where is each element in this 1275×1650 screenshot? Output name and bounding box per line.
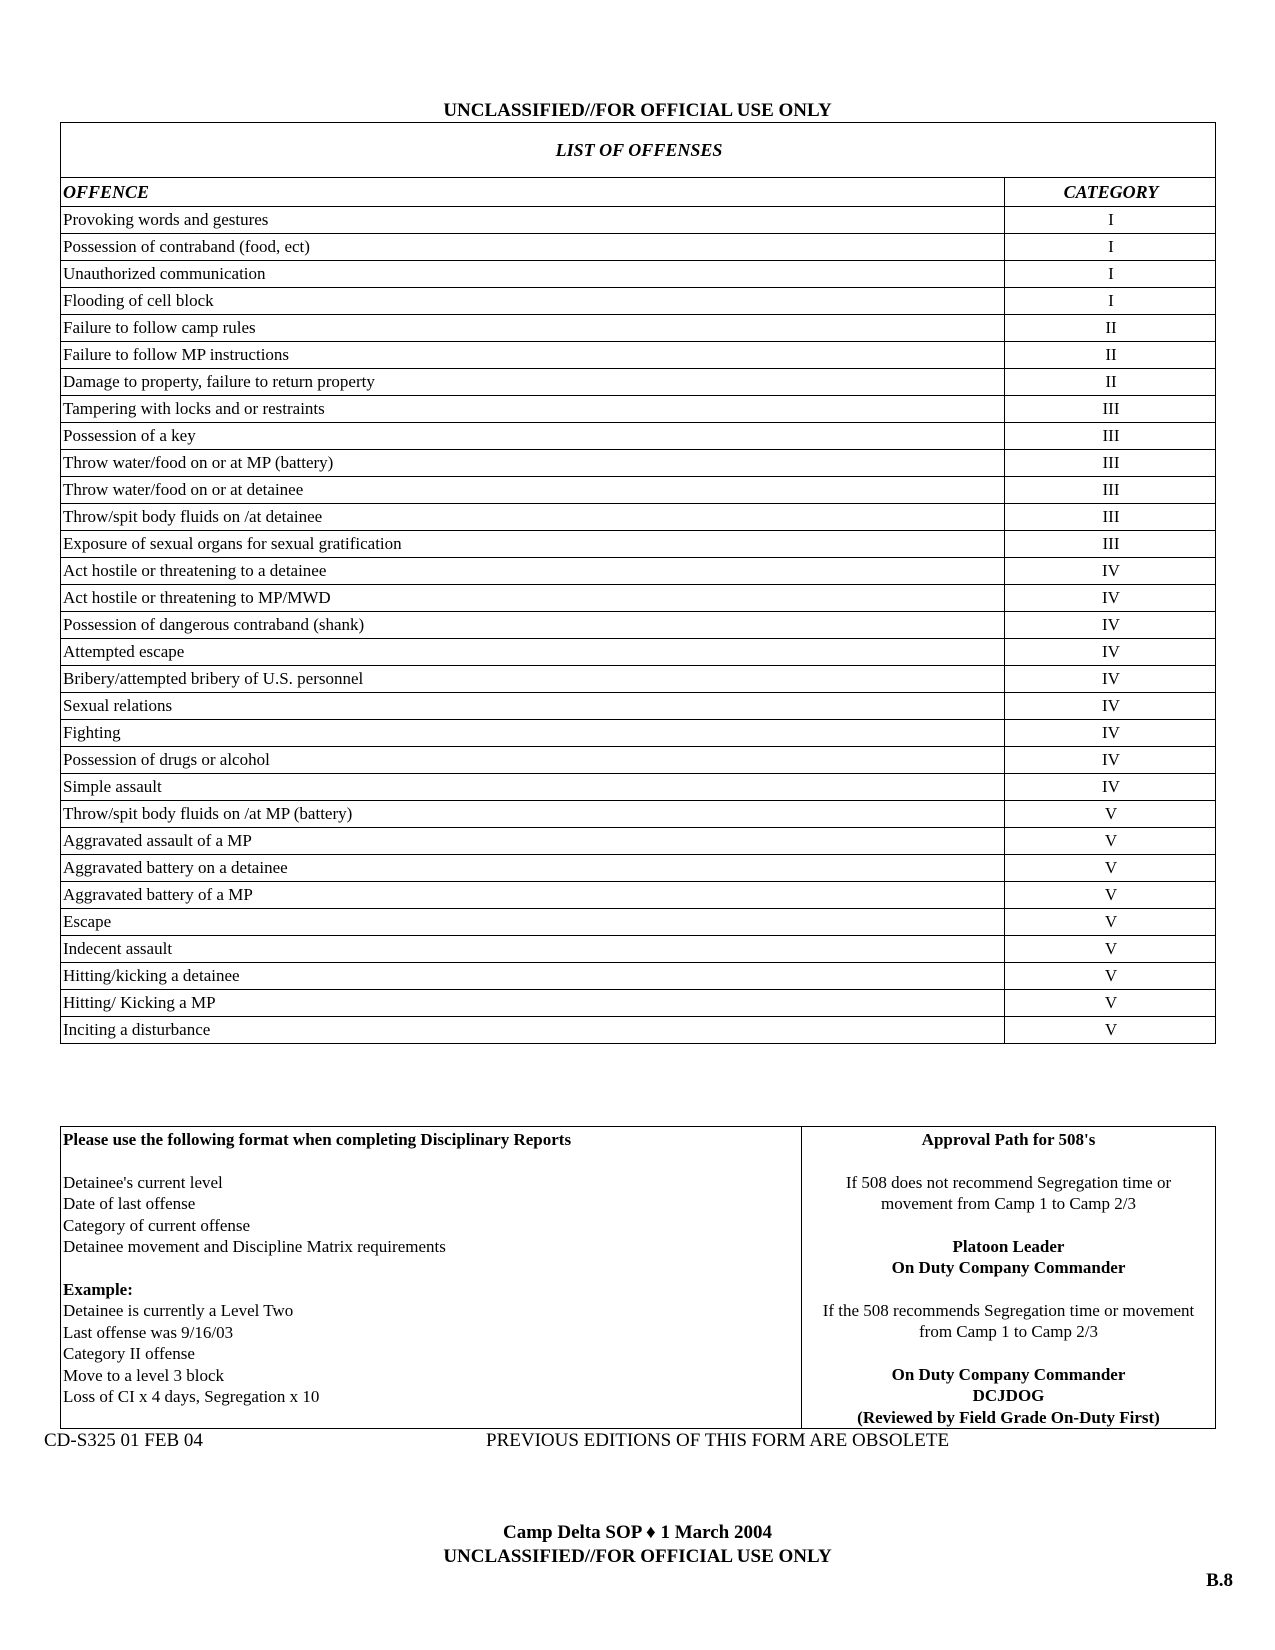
table-row xyxy=(61,828,1216,855)
table-row xyxy=(61,612,1216,639)
table-row xyxy=(61,477,1216,504)
table-row xyxy=(61,531,1216,558)
classification-footer: UNCLASSIFIED//FOR OFFICIAL USE ONLY xyxy=(443,1546,832,1567)
table-row xyxy=(61,207,1216,234)
format-line: Date of last offense xyxy=(63,1194,196,1213)
offence-cell: Aggravated assault of a MP xyxy=(61,828,1005,855)
category-cell: V xyxy=(1005,909,1216,936)
form-id: CD-S325 01 FEB 04 xyxy=(44,1430,203,1451)
category-cell: IV xyxy=(1005,774,1216,801)
format-line: Detainee movement and Discipline Matrix requirements xyxy=(63,1237,446,1256)
table-row xyxy=(61,801,1216,828)
category-cell: V xyxy=(1005,828,1216,855)
table-row xyxy=(61,450,1216,477)
table-row xyxy=(61,963,1216,990)
path2-approver: DCJDOG xyxy=(972,1386,1045,1405)
format-line: Detainee's current level xyxy=(63,1172,223,1192)
offence-cell: Provoking words and gestures xyxy=(61,207,1005,234)
path2-line: from Camp 1 to Camp 2/3 xyxy=(919,1322,1098,1341)
example-line: Move to a level 3 block xyxy=(63,1365,224,1385)
offence-cell: Act hostile or threatening to MP/MWD xyxy=(61,585,1005,612)
offenses-table xyxy=(60,122,1216,1044)
offence-cell: Failure to follow camp rules xyxy=(61,315,1005,342)
category-cell: II xyxy=(1005,342,1216,369)
table-row xyxy=(61,666,1216,693)
category-cell: V xyxy=(1005,990,1216,1017)
category-cell: V xyxy=(1005,1017,1216,1044)
classification-header: UNCLASSIFIED//FOR OFFICIAL USE ONLY xyxy=(443,100,832,121)
category-cell: V xyxy=(1005,936,1216,963)
table-row xyxy=(61,747,1216,774)
offence-cell: Sexual relations xyxy=(61,693,1005,720)
offence-cell: Exposure of sexual organs for sexual gratification xyxy=(61,531,1005,558)
offence-cell: Unauthorized communication xyxy=(61,261,1005,288)
table-row xyxy=(61,315,1216,342)
offence-cell: Act hostile or threatening to a detainee xyxy=(61,558,1005,585)
category-cell: I xyxy=(1005,288,1216,315)
offence-cell: Possession of dangerous contraband (shank) xyxy=(61,612,1005,639)
disciplinary-report-box xyxy=(60,1126,1216,1429)
category-cell: III xyxy=(1005,423,1216,450)
category-cell: V xyxy=(1005,963,1216,990)
offence-cell: Attempted escape xyxy=(61,639,1005,666)
offence-cell: Inciting a disturbance xyxy=(61,1017,1005,1044)
path2-line: If the 508 recommends Segregation time or movement xyxy=(822,1300,1195,1320)
category-cell: III xyxy=(1005,396,1216,423)
offence-cell: Throw water/food on or at MP (battery) xyxy=(61,450,1005,477)
category-cell: II xyxy=(1005,315,1216,342)
offenses-table-title: LIST OF OFFENSES xyxy=(61,123,1216,178)
example-line: Detainee is currently a Level Two xyxy=(63,1301,294,1320)
offence-cell: Bribery/attempted bribery of U.S. personnel xyxy=(61,666,1005,693)
offence-cell: Aggravated battery on a detainee xyxy=(61,855,1005,882)
example-line: Loss of CI x 4 days, Segregation x 10 xyxy=(63,1387,320,1406)
category-cell: V xyxy=(1005,801,1216,828)
approval-path-title: Approval Path for 508's xyxy=(921,1130,1096,1149)
category-cell: IV xyxy=(1005,747,1216,774)
offence-cell: Hitting/ Kicking a MP xyxy=(61,990,1005,1017)
table-row xyxy=(61,288,1216,315)
table-row xyxy=(61,585,1216,612)
category-cell: IV xyxy=(1005,558,1216,585)
table-row xyxy=(61,369,1216,396)
table-row xyxy=(61,693,1216,720)
path1-approver: Platoon Leader xyxy=(952,1236,1065,1256)
table-row xyxy=(61,261,1216,288)
offence-cell: Indecent assault xyxy=(61,936,1005,963)
table-row xyxy=(61,882,1216,909)
offence-cell: Possession of a key xyxy=(61,423,1005,450)
table-row xyxy=(61,774,1216,801)
category-cell: II xyxy=(1005,369,1216,396)
format-line: Category of current offense xyxy=(63,1215,251,1235)
table-row xyxy=(61,720,1216,747)
category-cell: IV xyxy=(1005,612,1216,639)
table-row xyxy=(61,342,1216,369)
path1-line: movement from Camp 1 to Camp 2/3 xyxy=(881,1194,1136,1213)
offence-cell: Hitting/kicking a detainee xyxy=(61,963,1005,990)
category-cell: III xyxy=(1005,450,1216,477)
offence-cell: Failure to follow MP instructions xyxy=(61,342,1005,369)
page-number: B.8 xyxy=(1206,1570,1233,1591)
category-column-header: CATEGORY xyxy=(1005,178,1216,207)
table-row xyxy=(61,855,1216,882)
path2-approver: (Reviewed by Field Grade On-Duty First) xyxy=(857,1407,1160,1427)
path1-approver: On Duty Company Commander xyxy=(891,1258,1126,1277)
offence-cell: Simple assault xyxy=(61,774,1005,801)
table-row xyxy=(61,1017,1216,1044)
table-row xyxy=(61,423,1216,450)
example-line: Last offense was 9/16/03 xyxy=(63,1322,234,1342)
category-cell: IV xyxy=(1005,639,1216,666)
table-row xyxy=(61,234,1216,261)
category-cell: I xyxy=(1005,207,1216,234)
category-cell: V xyxy=(1005,855,1216,882)
offence-cell: Throw/spit body fluids on /at MP (battery) xyxy=(61,801,1005,828)
offence-cell: Tampering with locks and or restraints xyxy=(61,396,1005,423)
offence-cell: Aggravated battery of a MP xyxy=(61,882,1005,909)
path2-approver: On Duty Company Commander xyxy=(891,1364,1126,1384)
example-label: Example: xyxy=(63,1279,133,1299)
category-cell: I xyxy=(1005,261,1216,288)
table-row xyxy=(61,558,1216,585)
category-cell: III xyxy=(1005,531,1216,558)
offence-cell: Flooding of cell block xyxy=(61,288,1005,315)
report-format-panel xyxy=(61,1127,802,1429)
offence-cell: Throw/spit body fluids on /at detainee xyxy=(61,504,1005,531)
category-cell: IV xyxy=(1005,693,1216,720)
offence-cell: Damage to property, failure to return property xyxy=(61,369,1005,396)
sop-footer-line: Camp Delta SOP ♦ 1 March 2004 xyxy=(503,1522,772,1543)
example-line: Category II offense xyxy=(63,1344,195,1363)
table-row xyxy=(61,504,1216,531)
offence-cell: Throw water/food on or at detainee xyxy=(61,477,1005,504)
table-row xyxy=(61,639,1216,666)
offence-cell: Possession of contraband (food, ect) xyxy=(61,234,1005,261)
category-cell: V xyxy=(1005,882,1216,909)
category-cell: IV xyxy=(1005,666,1216,693)
category-cell: III xyxy=(1005,504,1216,531)
offence-cell: Escape xyxy=(61,909,1005,936)
category-cell: IV xyxy=(1005,585,1216,612)
offence-cell: Possession of drugs or alcohol xyxy=(61,747,1005,774)
category-cell: III xyxy=(1005,477,1216,504)
category-cell: IV xyxy=(1005,720,1216,747)
path1-line: If 508 does not recommend Segregation time or xyxy=(845,1172,1172,1192)
table-row xyxy=(61,909,1216,936)
offence-column-header: OFFENCE xyxy=(61,178,1005,207)
report-format-title: Please use the following format when completing Disciplinary Reports xyxy=(63,1130,572,1149)
offence-cell: Fighting xyxy=(61,720,1005,747)
table-row xyxy=(61,990,1216,1017)
category-cell: I xyxy=(1005,234,1216,261)
table-row xyxy=(61,396,1216,423)
approval-path-panel xyxy=(802,1127,1216,1429)
obsolete-notice: PREVIOUS EDITIONS OF THIS FORM ARE OBSOLETE xyxy=(486,1430,950,1451)
table-row xyxy=(61,936,1216,963)
